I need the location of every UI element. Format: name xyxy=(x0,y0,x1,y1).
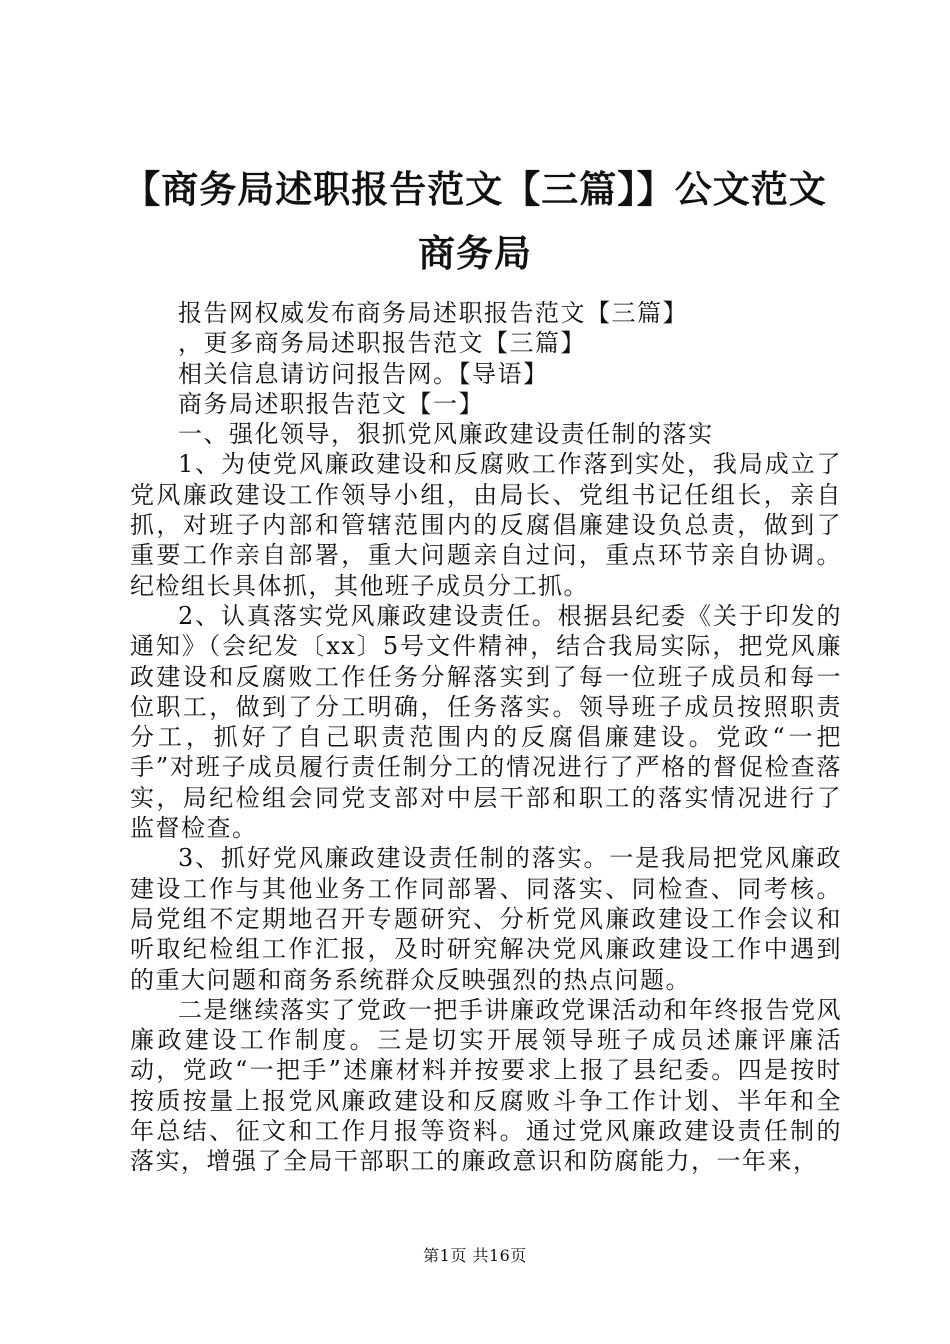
page-number-footer: 第1页 共16页 xyxy=(423,1246,527,1265)
intro-line: ，更多商务局述职报告范文【三篇】 xyxy=(178,329,586,358)
document-body xyxy=(130,298,842,1177)
paragraph: 2、认真落实党风廉政建设责任。根据县纪委《关于印发的通知》（会纪发〔xx〕5号文件精神，结合我局实际，把党风廉政建设和反腐败工作任务分解落实到了每一位班子成员和每一位职工，做到了分工明确，任务落实。领导班子成员按照职责分工，抓好了自己职责范围内的反腐倡廉建设。党政“一把手”对班子成员履行责任制分工的情况进行了严格的督促检查落实，局纪检组会同党支部对中层干部和职工的落实情况进行了监督检查。 xyxy=(130,601,842,843)
subsection-heading: 一、强化领导，狠抓党风廉政建设责任制的落实 xyxy=(178,420,714,449)
paragraph: 1、为使党风廉政建设和反腐败工作落到实处，我局成立了党风廉政建设工作领导小组，由局长、党组书记任组长，亲自抓，对班子内部和管辖范围内的反腐倡廉建设负总责，做到了重要工作亲自部署，重大问题亲自过问，重点环节亲自协调。纪检组长具体抓，其他班子成员分工抓。 xyxy=(130,450,842,600)
intro-line: 相关信息请访问报告网。【导语】 xyxy=(178,359,549,388)
section-heading: 商务局述职报告范文【一】 xyxy=(178,389,484,418)
paragraph: 3、抓好党风廉政建设责任制的落实。一是我局把党风廉政建设工作与其他业务工作同部署、同落实、同检查、同考核。局党组不定期地召开专题研究、分析党风廉政建设工作会议和听取纪检组工作汇报，及时研究解决党风廉政建设工作中遇到的重大问题和商务系统群众反映强烈的热点问题。 xyxy=(130,844,842,994)
paragraph: 二是继续落实了党政一把手讲廉政党课活动和年终报告党风廉政建设工作制度。三是切实开展领导班子成员述廉评廉活动，党政“一把手”述廉材料并按要求上报了县纪委。四是按时按质按量上报党风廉政建设和反腐败斗争工作计划、半年和全年总结、征文和工作月报等资料。通过党风廉政建设责任制的落实，增强了全局干部职工的廉政意识和防腐能力，一年来， xyxy=(130,995,842,1176)
document-title: 【商务局述职报告范文【三篇】】公文范文商务局 xyxy=(123,168,827,275)
intro-line: 报告网权威发布商务局述职报告范文【三篇】 xyxy=(178,299,688,327)
